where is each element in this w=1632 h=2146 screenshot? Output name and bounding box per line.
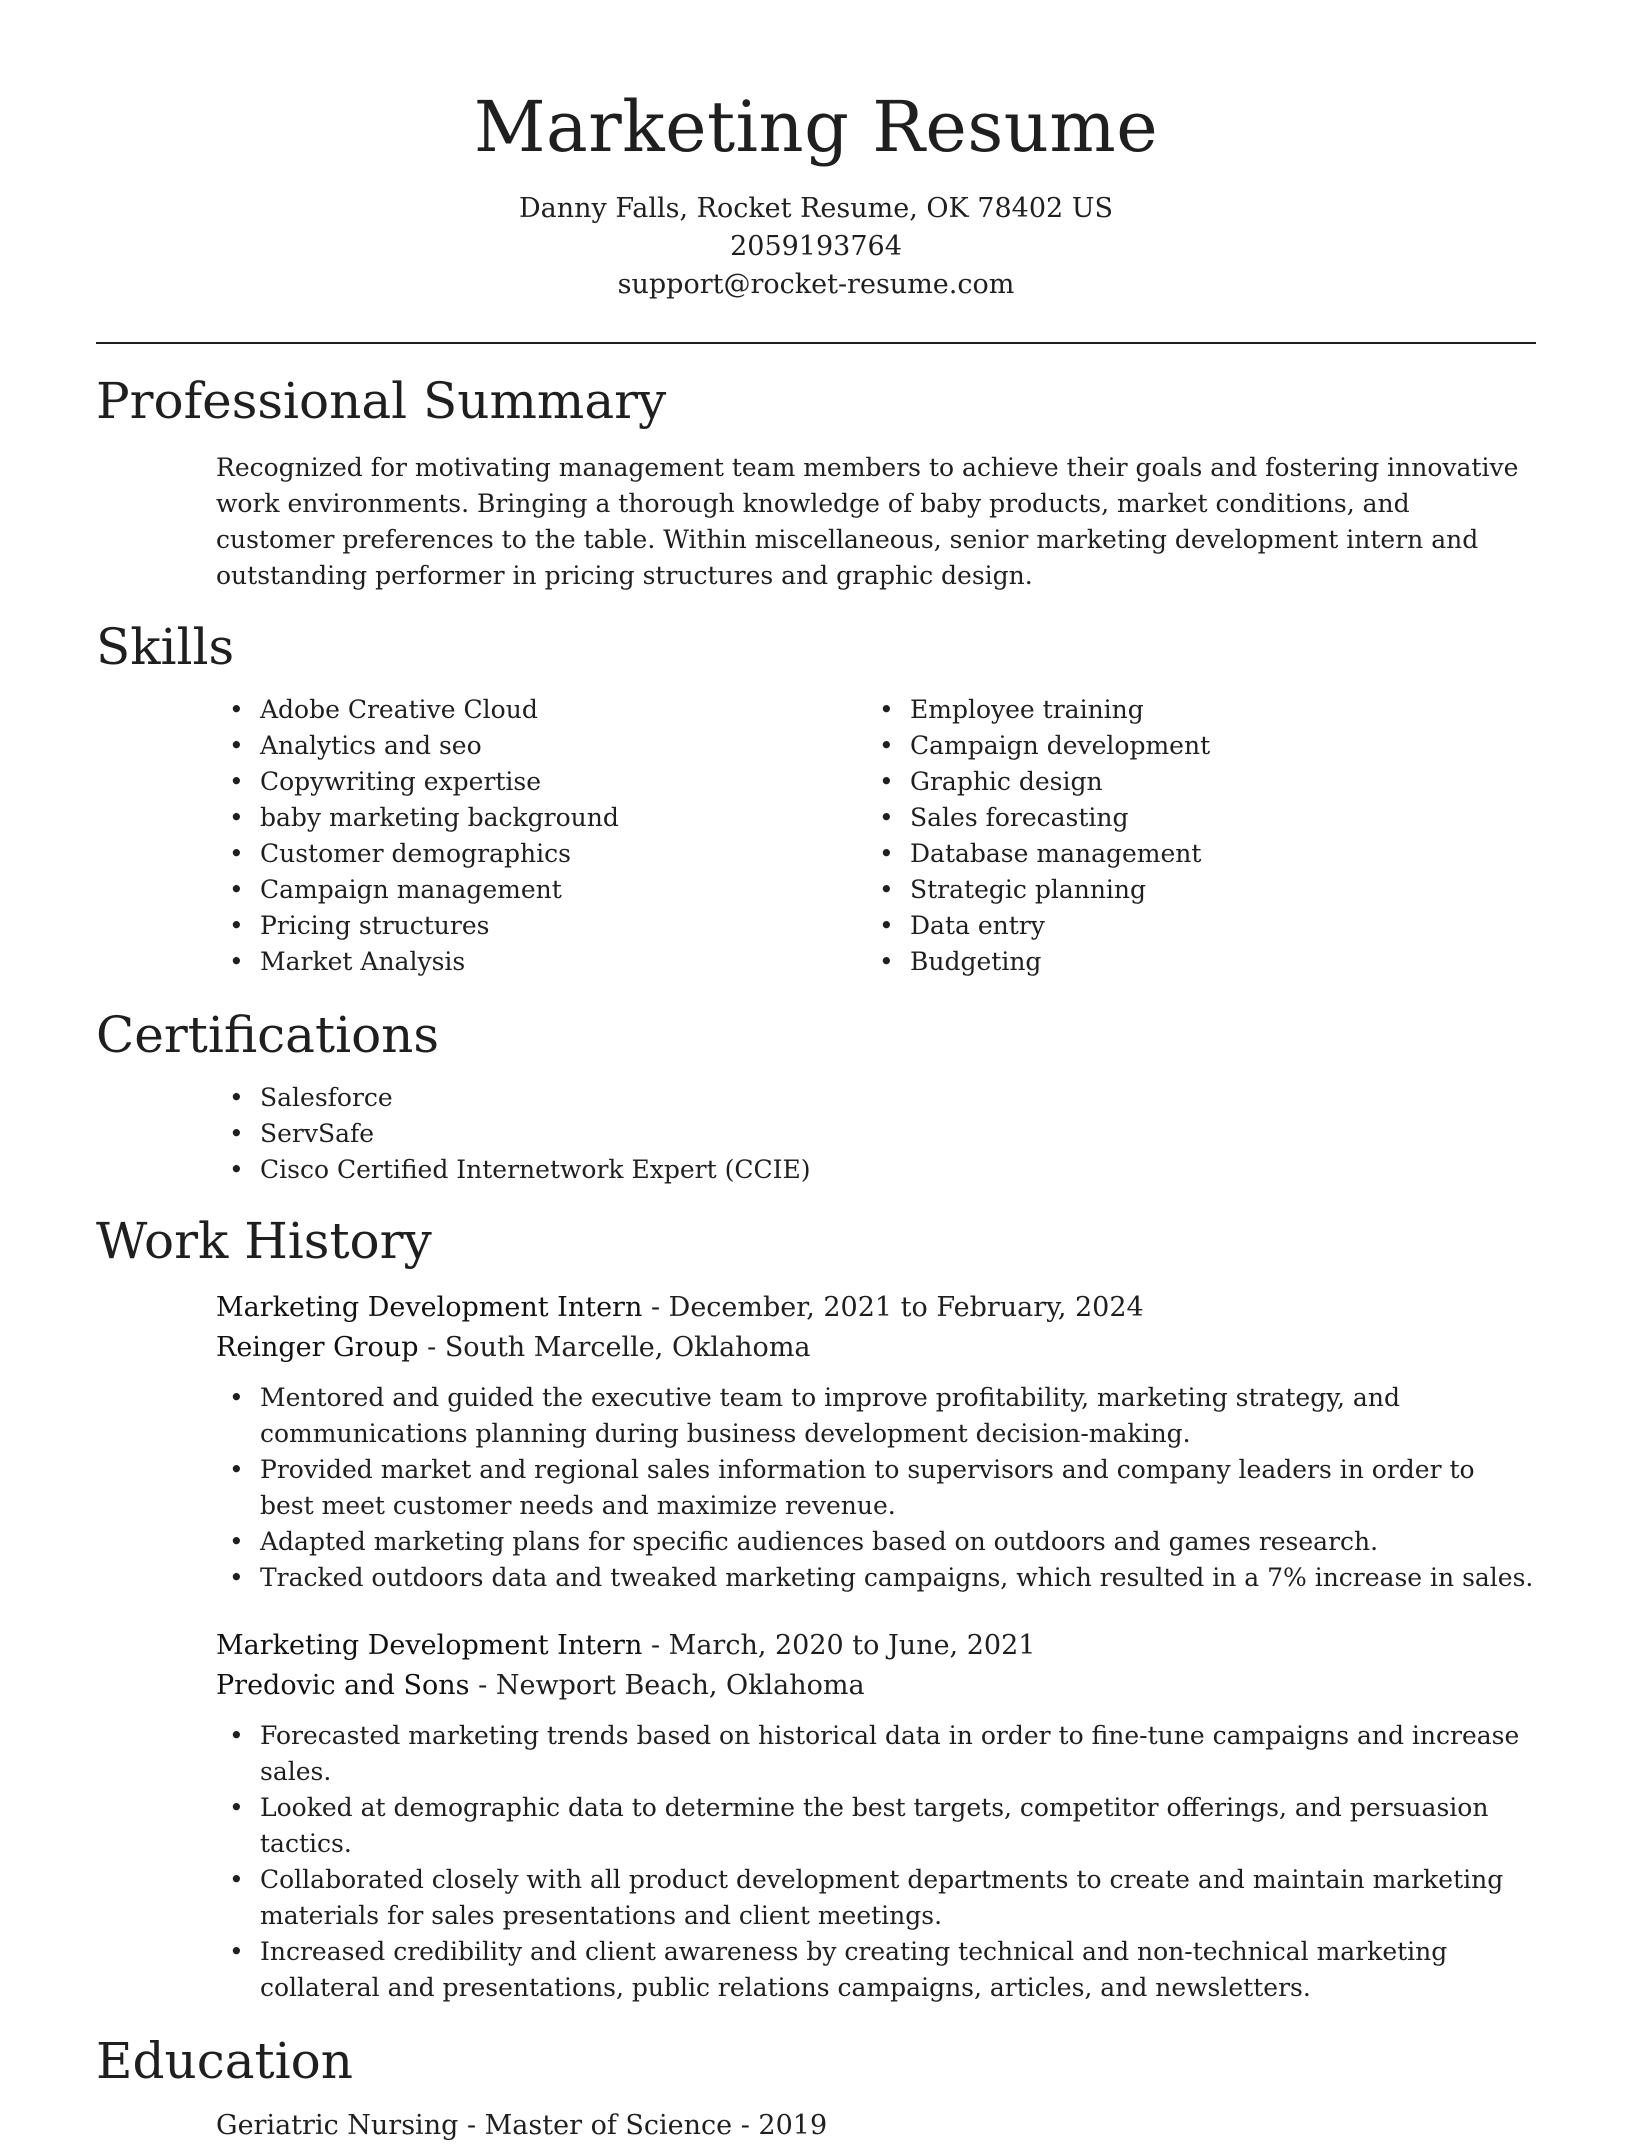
separator: - bbox=[478, 1670, 496, 1701]
job-bullets bbox=[216, 1718, 1536, 2006]
list-item: • Database management bbox=[866, 836, 1516, 872]
list-item: • Copywriting expertise bbox=[216, 764, 866, 800]
list-item: • Collaborated closely with all product development departments to create and maintain marketing materials for sales presentations and client meetings. bbox=[216, 1862, 1536, 1934]
summary-heading: Professional Summary bbox=[96, 372, 667, 430]
skills-heading: Skills bbox=[96, 618, 235, 676]
job-bullets bbox=[216, 1380, 1536, 1596]
job-title: Marketing Development Intern bbox=[216, 1630, 643, 1661]
separator: - bbox=[427, 1332, 445, 1363]
list-item: • Salesforce bbox=[216, 1080, 1536, 1116]
job-dates: March, 2020 to June, 2021 bbox=[668, 1630, 1036, 1661]
list-item: • Employee training bbox=[866, 692, 1516, 728]
job-dates: December, 2021 to February, 2024 bbox=[668, 1292, 1144, 1323]
job-title: Marketing Development Intern bbox=[216, 1292, 643, 1323]
list-item: • Increased credibility and client awareness by creating technical and non-technical marketing collateral and presentations, public relations campaigns, articles, and newsletters. bbox=[216, 1934, 1536, 2006]
summary-section bbox=[96, 370, 1536, 594]
list-item: • ServSafe bbox=[216, 1116, 1536, 1152]
job-location: Newport Beach, Oklahoma bbox=[495, 1670, 865, 1701]
job-entry bbox=[216, 1626, 1536, 2006]
work-history-heading: Work History bbox=[96, 1212, 432, 1270]
list-item: • Campaign development bbox=[866, 728, 1516, 764]
skills-list-right bbox=[866, 692, 1516, 980]
certifications-heading: Certifications bbox=[96, 1006, 440, 1064]
education-heading: Education bbox=[96, 2032, 353, 2090]
list-item: • Market Analysis bbox=[216, 944, 866, 980]
list-item: • Forecasted marketing trends based on historical data in order to fine-tune campaigns and increase sales. bbox=[216, 1718, 1536, 1790]
list-item: • Strategic planning bbox=[866, 872, 1516, 908]
contact-address: Danny Falls, Rocket Resume, OK 78402 US bbox=[518, 193, 1114, 224]
list-item: • Customer demographics bbox=[216, 836, 866, 872]
list-item: • Mentored and guided the executive team to improve profitability, marketing strategy, and communications planning during business development decision-making. bbox=[216, 1380, 1536, 1452]
skills-section bbox=[96, 616, 1536, 980]
job-company: Reinger Group bbox=[216, 1332, 419, 1363]
job-title-line bbox=[216, 1288, 1536, 1328]
skills-list-left bbox=[216, 692, 866, 980]
job-company: Predovic and Sons bbox=[216, 1670, 470, 1701]
education-entry: Geriatric Nursing - Master of Science - 2019 bbox=[216, 2110, 828, 2141]
list-item: • Looked at demographic data to determine the best targets, competitor offerings, and persuasion tactics. bbox=[216, 1790, 1536, 1862]
list-item: • Graphic design bbox=[866, 764, 1516, 800]
work-history-section bbox=[96, 1210, 1536, 2006]
resume-title: Marketing Resume bbox=[473, 86, 1159, 168]
separator: - bbox=[650, 1292, 669, 1323]
job-title-line bbox=[216, 1626, 1536, 1666]
list-item: • Campaign management bbox=[216, 872, 866, 908]
list-item: • Tracked outdoors data and tweaked marketing campaigns, which resulted in a 7% increase in sales. bbox=[216, 1560, 1536, 1596]
education-section bbox=[96, 2030, 1536, 2146]
list-item: • Adapted marketing plans for specific audiences based on outdoors and games research. bbox=[216, 1524, 1536, 1560]
list-item: • Provided market and regional sales information to supervisors and company leaders in order to best meet customer needs and maximize revenue. bbox=[216, 1452, 1536, 1524]
contact-phone: 2059193764 bbox=[730, 231, 902, 262]
contact-email: support@rocket-resume.com bbox=[617, 269, 1015, 300]
header-divider bbox=[96, 342, 1536, 344]
list-item: • Data entry bbox=[866, 908, 1516, 944]
list-item: • Pricing structures bbox=[216, 908, 866, 944]
list-item: • baby marketing background bbox=[216, 800, 866, 836]
list-item: • Cisco Certified Internetwork Expert (CCIE) bbox=[216, 1152, 1536, 1188]
job-entry bbox=[216, 1288, 1536, 1596]
certifications-section bbox=[96, 1004, 1536, 1188]
certifications-list bbox=[216, 1080, 1536, 1188]
list-item: • Adobe Creative Cloud bbox=[216, 692, 866, 728]
summary-text: Recognized for motivating management team members to achieve their goals and fostering innovative work environments. Bringing a thorough knowledge of baby products, market conditions, and customer preferences to the table. Within miscellaneous, senior marketing development intern and outstanding performer in pricing structures and graphic design. bbox=[216, 453, 1519, 590]
list-item: • Analytics and seo bbox=[216, 728, 866, 764]
job-company-line bbox=[216, 1328, 1536, 1368]
job-location: South Marcelle, Oklahoma bbox=[444, 1332, 811, 1363]
separator: - bbox=[650, 1630, 669, 1661]
list-item: • Budgeting bbox=[866, 944, 1516, 980]
resume-header bbox=[0, 0, 1632, 304]
contact-block bbox=[0, 190, 1632, 304]
job-company-line bbox=[216, 1666, 1536, 1706]
skills-columns bbox=[216, 692, 1536, 980]
list-item: • Sales forecasting bbox=[866, 800, 1516, 836]
